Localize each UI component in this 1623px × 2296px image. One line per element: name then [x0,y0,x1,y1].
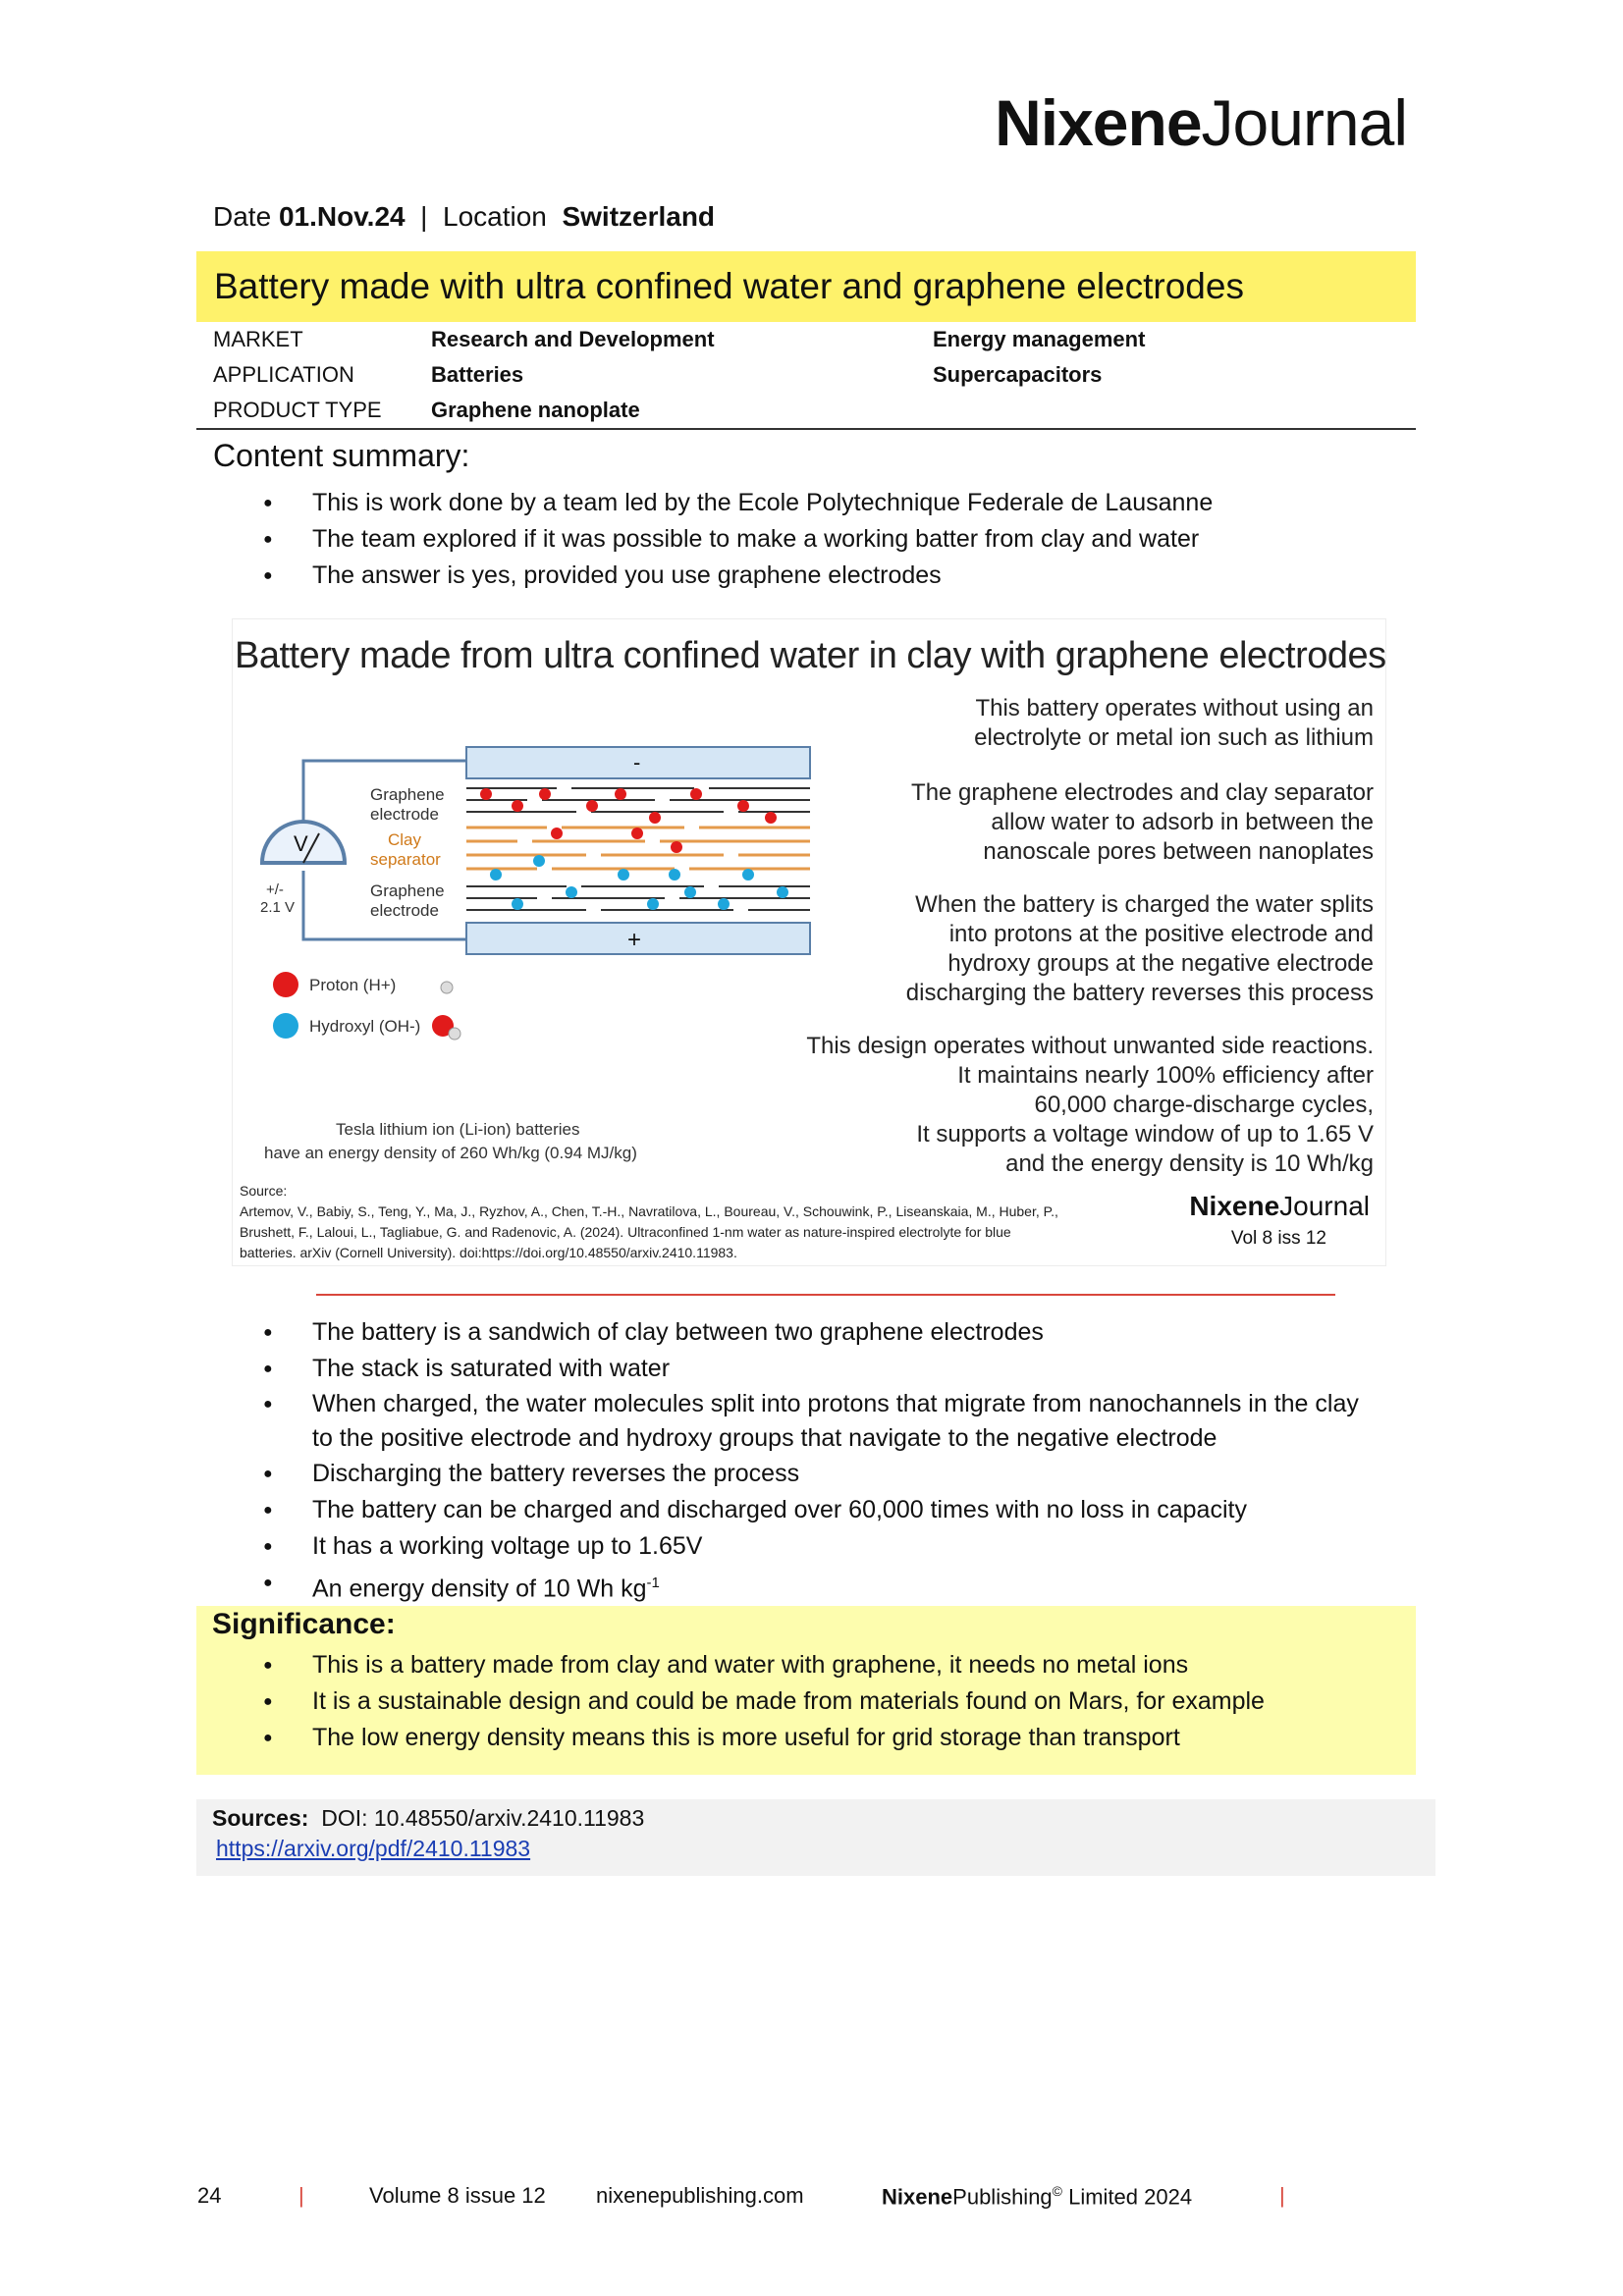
figure-text-line: nanoscale pores between nanoplates [983,838,1374,865]
article-title: Battery made with ultra confined water and graphene electrodes [214,266,1244,306]
figure-text-block [911,778,1374,867]
tesla-note-line2: have an energy density of 260 Wh/kg (0.94 MJ/kg) [264,1144,637,1162]
list-item: ● The stack is saturated with water [214,1351,1359,1387]
footer-divider: | [1279,2183,1285,2208]
summary-heading: Content summary: [213,438,470,473]
figure-text-line: into protons at the positive electrode and [948,921,1374,947]
class-value: Energy management [933,327,1146,351]
location-label: Location [443,201,547,232]
footer-publisher-bold: Nixene [882,2184,953,2210]
figure-logo-light: Journal [1279,1191,1370,1221]
figure-volume: Vol 8 iss 12 [1230,1228,1326,1249]
figure-logo-bold: Nixene [1189,1191,1280,1221]
summary-list [214,485,1213,594]
meta-separator: | [420,201,428,232]
label-graphene-bottom: electrode [370,901,439,920]
source-line: Brushett, F., Laloui, L., Tagliabue, G. and Radenovic, A. (2024). Ultraconfined 1-nm water as nature-inspired electrolyte for blue [240,1224,1011,1240]
footer-publisher-rest: Publishing [952,2184,1053,2210]
article-title-bar [196,251,1416,322]
voltage-label: 2.1 V [260,899,296,916]
list-item: ● The battery is a sandwich of clay between two graphene electrodes [214,1314,1359,1351]
figure-text-line: The graphene electrodes and clay separator [911,779,1374,806]
list-item: ● It has a working voltage up to 1.65V [214,1528,1359,1565]
superscript: -1 [646,1575,660,1591]
list-item: ● It is a sustainable design and could be made from materials found on Mars, for example [214,1683,1265,1720]
figure-text-line: It maintains nearly 100% efficiency after [957,1062,1374,1089]
section-divider [196,428,1416,430]
logo-bold: Nixene [995,86,1202,159]
list-item-line: to the positive electrode and hydroxy groups that navigate to the negative electrode [312,1424,1217,1452]
plus-sign: + [627,927,642,953]
proton-legend-icon [273,972,298,997]
proton-particles [480,788,777,853]
class-value: Research and Development [431,327,715,351]
class-label: PRODUCT TYPE [213,398,382,422]
figure-text-block [906,890,1374,1008]
source-line: batteries. arXiv (Cornell University). doi:https://doi.org/10.48550/arxiv.2410.11983. [240,1245,737,1260]
figure-text-line: discharging the battery reverses this process [905,980,1374,1006]
significance-box [196,1606,1416,1775]
label-clay: separator [370,850,441,869]
battery-diagram [233,718,841,1041]
tesla-note-line1: Tesla lithium ion (Li-ion) batteries [336,1120,580,1139]
figure-text-line: electrolyte or metal ion such as lithium [974,724,1374,751]
figure-text-line: This design operates without unwanted side reactions. [806,1033,1374,1059]
figure-text-line: 60,000 charge-discharge cycles, [1034,1092,1374,1118]
logo-light: Journal [1201,86,1407,159]
hydroxyl-legend-icon [273,1013,298,1039]
significance-list [214,1647,1265,1756]
figure-text-line: It supports a voltage window of up to 1.65 V [916,1121,1374,1148]
figure-logo [1189,1191,1370,1222]
figure-title: Battery made from ultra confined water in clay with graphene electrodes [235,635,1386,676]
copyright-symbol: © [1052,2183,1062,2199]
figure-text-line: When the battery is charged the water splits [915,891,1374,918]
list-item: ● The low energy density means this is more useful for grid storage than transport [214,1720,1265,1756]
journal-logo [995,86,1407,159]
minus-sign: - [633,750,641,774]
voltmeter-label: V [294,831,308,856]
list-item: ● This is a battery made from clay and water with graphene, it needs no metal ions [214,1647,1265,1683]
label-graphene-bottom: Graphene [370,881,445,900]
class-value: Graphene nanoplate [431,398,640,422]
infographic-figure [232,618,1386,1266]
details-list [214,1314,1359,1607]
voltage-label: +/- [266,881,284,898]
list-item: ● The battery can be charged and discharged over 60,000 times with no loss in capacity [214,1492,1359,1528]
date-label: Date [213,201,272,232]
hydroxyl-molecule-h [449,1028,460,1040]
proton-molecule-icon [441,982,453,993]
sources-doi: DOI: 10.48550/arxiv.2410.11983 [321,1805,645,1831]
date-value: 01.Nov.24 [278,201,406,232]
significance-heading: Significance: [212,1608,396,1640]
figure-source [240,1181,1094,1263]
class-label: MARKET [213,327,303,351]
class-label: APPLICATION [213,362,354,387]
label-graphene-top: Graphene [370,785,445,804]
sources-box [196,1799,1435,1876]
list-item [214,1387,1359,1456]
footer-year: Limited 2024 [1062,2184,1193,2210]
article-meta [213,201,715,233]
footer-publisher [882,2183,1192,2210]
list-item [214,1565,1359,1607]
hydroxyl-particles [490,855,788,910]
figure-text-line: hydroxy groups at the negative electrode [947,950,1374,977]
location-value: Switzerland [562,201,716,232]
list-item: ● This is work done by a team led by the Ecole Polytechnique Federale de Lausanne [214,485,1213,521]
source-link[interactable]: https://arxiv.org/pdf/2410.11983 [216,1836,531,1861]
figure-text-block [806,1032,1374,1179]
list-item: ● Discharging the battery reverses the process [214,1456,1359,1492]
figure-bottom-rule [316,1294,1335,1296]
sources-line [212,1805,644,1832]
list-item-line: When charged, the water molecules split into protons that migrate from nanochannels in the clay [312,1390,1359,1417]
source-label: Source: [240,1183,288,1199]
source-line: Artemov, V., Babiy, S., Teng, Y., Ma, J., Ryzhov, A., Chen, T.-H., Navratilova, L., Boureau, V., Schouwink, P., Liseanskaia, M., Huber, P., [240,1203,1058,1219]
figure-text-block [974,694,1374,753]
class-value: Batteries [431,362,524,387]
footer-volume: Volume 8 issue 12 [369,2183,546,2208]
sources-label: Sources: [212,1805,309,1831]
legend-hydroxyl: Hydroxyl (OH-) [309,1017,421,1036]
footer-site: nixenepublishing.com [596,2183,804,2208]
figure-text-line: and the energy density is 10 Wh/kg [1005,1150,1374,1177]
figure-text-line: allow water to adsorb in between the [991,809,1374,835]
footer-divider: | [298,2183,304,2208]
label-graphene-top: electrode [370,805,439,824]
class-value: Supercapacitors [933,362,1103,387]
legend-proton: Proton (H+) [309,976,397,994]
figure-text-line: This battery operates without using an [975,695,1374,721]
label-clay: Clay [388,830,422,849]
list-item: ● The team explored if it was possible to make a working batter from clay and water [214,521,1213,558]
list-item-text: An energy density of 10 Wh kg [312,1575,647,1603]
footer-page-number: 24 [197,2183,222,2208]
list-item: ● The answer is yes, provided you use graphene electrodes [214,558,1213,594]
